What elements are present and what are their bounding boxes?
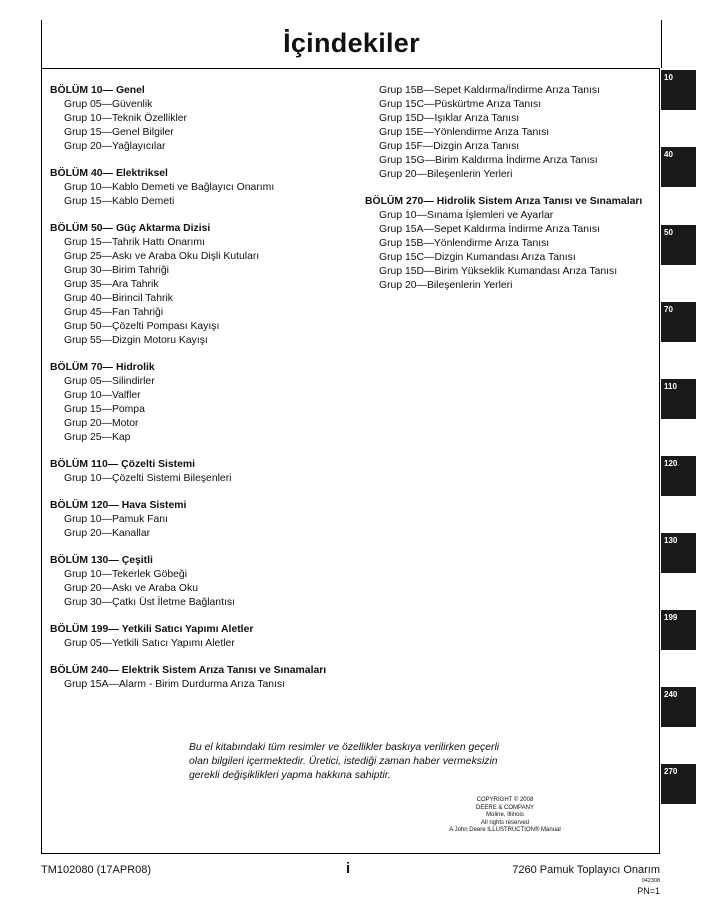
toc-left-column (50, 84, 360, 705)
group-label: Grup 20— (379, 169, 427, 180)
group-title: Motor (111, 418, 139, 429)
group-title: Birim Tahriği (111, 265, 169, 276)
toc-group-entry[interactable] (365, 126, 655, 140)
toc-group-entry[interactable] (50, 292, 360, 306)
section-title: Hava Sistemi (121, 500, 187, 511)
copyright-line: DEERE & COMPANY (476, 804, 534, 811)
group-title: Yönlendirme Arıza Tanısı (433, 238, 550, 249)
toc-group-entry[interactable] (50, 527, 360, 541)
toc-group-entry[interactable] (50, 568, 360, 582)
copyright-line: COPYRIGHT © 2008 (476, 797, 534, 803)
toc-section (50, 167, 360, 209)
group-label: Grup 15C— (379, 99, 435, 110)
section-heading[interactable] (50, 623, 360, 637)
section-title: Güç Aktarma Dizisi (115, 223, 211, 234)
group-title: Kablo Demeti ve Bağlayıcı Onarımı (111, 182, 275, 193)
toc-group-entry[interactable] (50, 126, 360, 140)
section-heading[interactable] (50, 222, 360, 236)
toc-group-entry[interactable] (365, 84, 655, 98)
group-label: Grup 20— (64, 418, 112, 429)
section-tab[interactable] (661, 610, 696, 650)
toc-right-column (365, 84, 655, 306)
toc-section (365, 195, 655, 293)
toc-group-entry[interactable] (365, 168, 655, 182)
group-label: Grup 15— (64, 237, 112, 248)
group-title: Tahrik Hattı Onarımı (111, 237, 205, 248)
toc-group-entry[interactable] (50, 98, 360, 112)
group-title: Valfler (111, 390, 141, 401)
group-title: Teknik Özellikler (111, 113, 187, 124)
section-heading[interactable] (50, 84, 360, 98)
group-title: Silindirler (111, 376, 155, 387)
group-label: Grup 30— (64, 265, 112, 276)
section-tab[interactable] (661, 302, 696, 342)
copyright-line: All rights reserved (480, 819, 530, 826)
toc-group-entry[interactable] (365, 98, 655, 112)
group-title: Sepet Kaldırma/İndirme Arıza Tanısı (433, 85, 601, 96)
section-tab-label: 50 (664, 228, 673, 237)
group-title: Tekerlek Göbeği (111, 569, 188, 580)
section-title: Çözelti Sistemi (121, 459, 196, 470)
group-title: Yağlayıcılar (111, 141, 166, 152)
toc-group-entry[interactable] (365, 209, 655, 223)
toc-group-entry[interactable] (365, 154, 655, 168)
group-label: Grup 10— (379, 210, 427, 221)
toc-group-entry[interactable] (50, 637, 360, 651)
section-tab-label: 40 (664, 150, 673, 159)
section-heading[interactable] (50, 167, 360, 181)
section-title: Hidrolik Sistem Arıza Tanısı ve Sınamaları (436, 196, 643, 207)
group-label: Grup 20— (379, 280, 427, 291)
copyright-line: A John Deere ILLUSTRUCTION® Manual (449, 827, 561, 833)
section-tab-label: 199 (664, 613, 678, 622)
section-title: Yetkili Satıcı Yapımı Aletler (121, 624, 254, 635)
group-title: Bileşenlerin Yerleri (426, 169, 513, 180)
toc-group-entry[interactable] (50, 678, 360, 692)
toc-group-entry[interactable] (50, 278, 360, 292)
toc-group-entry[interactable] (50, 417, 360, 431)
toc-group-entry[interactable] (50, 582, 360, 596)
toc-section (50, 623, 360, 651)
section-heading[interactable] (365, 195, 655, 209)
section-tab-label: 270 (664, 767, 678, 776)
toc-group-entry[interactable] (50, 472, 360, 486)
toc-group-entry[interactable] (365, 279, 655, 293)
group-label: Grup 05— (64, 638, 112, 649)
footer-document-code: TM102080 (17APR08) (41, 864, 152, 876)
copyright-line: Moline, Illinois (486, 812, 524, 818)
section-label: BÖLÜM 270— (365, 196, 434, 207)
group-label: Grup 15E— (379, 127, 434, 138)
group-title: Kanallar (111, 528, 151, 539)
toc-group-entry[interactable] (365, 237, 655, 251)
section-tab-label: 130 (664, 536, 678, 545)
toc-group-entry[interactable] (50, 195, 360, 209)
toc-section (50, 458, 360, 486)
group-label: Grup 20— (64, 528, 112, 539)
section-heading[interactable] (50, 361, 360, 375)
group-label: Grup 10— (64, 569, 112, 580)
page-title: İçindekiler (283, 28, 420, 58)
section-tab[interactable] (661, 764, 696, 804)
group-label: Grup 10— (64, 113, 112, 124)
toc-group-entry[interactable] (365, 112, 655, 126)
section-heading[interactable] (50, 664, 360, 678)
section-heading[interactable] (50, 554, 360, 568)
group-title: Kap (111, 432, 131, 443)
section-tab[interactable] (661, 533, 696, 573)
section-label: BÖLÜM 70— (50, 362, 113, 373)
toc-group-entry[interactable] (50, 236, 360, 250)
group-label: Grup 15B— (379, 85, 434, 96)
section-tab[interactable] (661, 225, 696, 265)
section-label: BÖLÜM 110— (50, 459, 119, 470)
section-tab-label: 120 (664, 459, 678, 468)
notice-text: Bu el kitabındaki tüm resimler ve özellikler baskıya verilirken geçerli olan bilgileri içermektedir. Üretici, istediği zaman haber vermeksizin gerekli değişiklikleri yapma hakkına sahiptir. (189, 742, 500, 781)
section-tab[interactable] (661, 456, 696, 496)
section-tab-label: 110 (664, 382, 677, 391)
toc-group-entry[interactable] (50, 306, 360, 320)
toc-group-entry[interactable] (50, 596, 360, 610)
group-title: Pompa (111, 404, 145, 415)
group-label: Grup 15— (64, 127, 112, 138)
group-label: Grup 15D— (379, 266, 435, 277)
section-title: Çeşitli (121, 555, 153, 566)
section-tab[interactable] (661, 70, 696, 110)
section-label: BÖLÜM 199— (50, 624, 119, 635)
toc-group-entry[interactable] (50, 112, 360, 126)
section-label: BÖLÜM 50— (50, 223, 113, 234)
section-title: Elektrik Sistem Arıza Tanısı ve Sınamaları (121, 665, 327, 676)
group-title: Çözelti Pompası Kayışı (111, 321, 220, 332)
group-title: Sınama İşlemleri ve Ayarlar (426, 210, 554, 221)
toc-group-entry[interactable] (50, 140, 360, 154)
group-title: Ara Tahrik (111, 279, 159, 290)
group-label: Grup 15F— (379, 141, 434, 152)
toc-section (50, 222, 360, 348)
group-title: Çözelti Sistemi Bileşenleri (111, 473, 232, 484)
section-label: BÖLÜM 40— (50, 168, 113, 179)
toc-group-entry[interactable] (50, 513, 360, 527)
toc-group-entry[interactable] (365, 223, 655, 237)
toc-section (50, 554, 360, 610)
section-heading[interactable] (50, 499, 360, 513)
section-title: Elektriksel (115, 168, 168, 179)
group-title: Sepet Kaldırma İndirme Arıza Tanısı (433, 224, 601, 235)
section-label: BÖLÜM 240— (50, 665, 119, 676)
group-title: Fan Tahriği (111, 307, 164, 318)
section-tab[interactable] (661, 379, 696, 419)
toc-group-entry[interactable] (365, 265, 655, 279)
group-label: Grup 55— (64, 335, 112, 346)
group-label: Grup 15B— (379, 238, 434, 249)
group-label: Grup 10— (64, 514, 112, 525)
toc-group-entry[interactable] (50, 389, 360, 403)
toc-group-entry[interactable] (50, 264, 360, 278)
group-title: Pamuk Fanı (111, 514, 168, 525)
group-label: Grup 05— (64, 99, 112, 110)
group-label: Grup 25— (64, 251, 112, 262)
toc-section (50, 499, 360, 541)
section-label: BÖLÜM 130— (50, 555, 119, 566)
title-box (41, 20, 662, 68)
toc-group-entry[interactable] (365, 251, 655, 265)
group-label: Grup 20— (64, 583, 112, 594)
group-label: Grup 25— (64, 432, 112, 443)
group-title: Birim Yükseklik Kumandası Arıza Tanısı (434, 266, 618, 277)
group-title: Bileşenlerin Yerleri (426, 280, 513, 291)
group-title: Çatkı Üst İletme Bağlantısı (111, 597, 235, 608)
toc-section (50, 664, 360, 692)
section-tab[interactable] (661, 147, 696, 187)
toc-group-entry[interactable] (50, 181, 360, 195)
group-label: Grup 10— (64, 473, 112, 484)
group-title: Püskürtme Arıza Tanısı (434, 99, 542, 110)
group-label: Grup 05— (64, 376, 112, 387)
group-label: Grup 45— (64, 307, 112, 318)
group-label: Grup 10— (64, 182, 112, 193)
group-label: Grup 40— (64, 293, 112, 304)
toc-group-entry[interactable] (50, 334, 360, 348)
group-label: Grup 15D— (379, 113, 435, 124)
section-heading[interactable] (50, 458, 360, 472)
toc-group-entry[interactable] (50, 250, 360, 264)
group-title: Birincil Tahrik (111, 293, 173, 304)
group-title: Güvenlik (111, 99, 153, 110)
group-label: Grup 50— (64, 321, 112, 332)
group-label: Grup 15A— (64, 679, 119, 690)
footer-page-number: i (346, 860, 351, 877)
footer-date-code: 042308 (641, 878, 660, 884)
section-tab-label: 240 (664, 690, 678, 699)
copyright-block (430, 797, 580, 835)
group-title: Dizgin Motoru Kayışı (111, 335, 208, 346)
toc-group-entry[interactable] (50, 375, 360, 389)
group-label: Grup 35— (64, 279, 112, 290)
toc-section-continued (365, 84, 655, 182)
group-label: Grup 15G— (379, 155, 436, 166)
group-title: Askı ve Araba Oku Dişli Kutuları (111, 251, 260, 262)
toc-section (50, 361, 360, 445)
group-label: Grup 30— (64, 597, 112, 608)
section-label: BÖLÜM 120— (50, 500, 119, 511)
toc-group-entry[interactable] (50, 320, 360, 334)
group-label: Grup 20— (64, 141, 112, 152)
group-title: Yönlendirme Arıza Tanısı (433, 127, 550, 138)
group-label: Grup 10— (64, 390, 112, 401)
group-label: Grup 15A— (379, 224, 434, 235)
toc-group-entry[interactable] (50, 403, 360, 417)
section-label: BÖLÜM 10— (50, 85, 113, 96)
group-label: Grup 15— (64, 404, 112, 415)
group-title: Dizgin Kumandası Arıza Tanısı (434, 252, 576, 263)
group-title: Yetkili Satıcı Yapımı Aletler (111, 638, 235, 649)
toc-group-entry[interactable] (50, 431, 360, 445)
group-title: Alarm - Birim Durdurma Arıza Tanısı (118, 679, 285, 690)
group-title: Askı ve Araba Oku (111, 583, 198, 594)
section-tab[interactable] (661, 687, 696, 727)
footer-pn: PN=1 (637, 886, 660, 896)
section-tab-label: 10 (664, 73, 673, 82)
section-title: Hidrolik (115, 362, 155, 373)
group-label: Grup 15C— (379, 252, 435, 263)
toc-group-entry[interactable] (365, 140, 655, 154)
group-title: Dizgin Arıza Tanısı (433, 141, 520, 152)
group-label: Grup 15— (64, 196, 112, 207)
group-title: Birim Kaldırma İndirme Arıza Tanısı (435, 155, 598, 166)
toc-section (50, 84, 360, 154)
group-title: Kablo Demeti (111, 196, 175, 207)
section-tab-label: 70 (664, 305, 673, 314)
group-title: Genel Bilgiler (111, 127, 174, 138)
footer-manual-title: 7260 Pamuk Toplayıcı Onarım (512, 864, 660, 876)
group-title: Işıklar Arıza Tanısı (434, 113, 520, 124)
section-title: Genel (115, 85, 145, 96)
